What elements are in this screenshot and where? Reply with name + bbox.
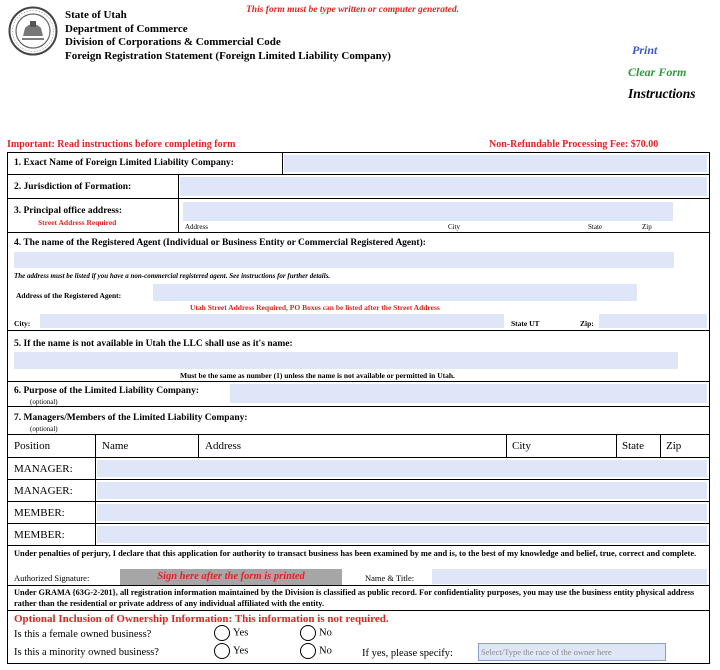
section-2 <box>8 175 709 199</box>
divider <box>95 524 96 545</box>
ownership-section <box>8 611 709 665</box>
divider <box>178 175 179 198</box>
utah-address-required: Utah Street Address Required, PO Boxes can be listed after the Street Address <box>190 303 440 312</box>
processing-fee: Non-Refundable Processing Fee: $70.00 <box>489 139 659 150</box>
female-yes-option[interactable] <box>214 625 248 641</box>
divider <box>95 435 96 457</box>
section-3-label: 3. Principal office address: <box>14 206 123 216</box>
member-1-field[interactable] <box>97 504 707 521</box>
typewritten-notice: This form must be type written or computer generated. <box>246 5 459 15</box>
radio-icon[interactable] <box>214 643 230 659</box>
radio-icon[interactable] <box>214 625 230 641</box>
grama-section <box>8 586 709 611</box>
table-row <box>8 458 709 480</box>
member-2-field[interactable] <box>97 526 707 543</box>
purpose-field[interactable] <box>230 384 707 403</box>
agent-city-field[interactable] <box>40 314 504 328</box>
divider <box>660 435 661 457</box>
alternate-name-field[interactable] <box>14 352 678 369</box>
name-title-label: Name & Title: <box>365 573 415 583</box>
female-no-option[interactable] <box>300 625 332 641</box>
instructions-link[interactable]: Instructions <box>628 86 696 101</box>
divider <box>95 458 96 479</box>
specify-label: If yes, please specify: <box>362 648 453 659</box>
section-1-label: 1. Exact Name of Foreign Limited Liability Company: <box>14 158 234 168</box>
minority-no-option[interactable] <box>300 643 332 659</box>
manager-1-field[interactable] <box>97 460 707 477</box>
agency-header <box>65 9 391 63</box>
row-position: MANAGER: <box>14 485 73 497</box>
state-seal-icon <box>8 6 58 56</box>
agent-address-label: Address of the Registered Agent: <box>16 291 122 300</box>
jurisdiction-field[interactable] <box>180 177 707 196</box>
owner-race-select[interactable]: Select/Type the race of the owner here <box>478 643 666 661</box>
clear-form-button[interactable]: Clear Form <box>628 65 687 79</box>
header-line: State of Utah <box>65 9 127 21</box>
section-7-label: 7. Managers/Members of the Limited Liability Company: <box>14 413 248 423</box>
minority-yes-option[interactable] <box>214 643 248 659</box>
section-5 <box>8 331 709 382</box>
header-line: Department of Commerce <box>65 22 188 35</box>
column-state: State <box>622 440 644 452</box>
column-position: Position <box>14 440 51 452</box>
yes-label: Yes <box>233 627 249 639</box>
divider <box>282 153 283 174</box>
no-label: No <box>319 627 332 639</box>
state-caption: State <box>588 223 602 231</box>
divider <box>198 435 199 457</box>
column-city: City <box>512 440 531 452</box>
address-caption: Address <box>185 223 208 231</box>
row-position: MANAGER: <box>14 463 73 475</box>
agent-zip-field[interactable] <box>599 314 707 328</box>
section-1 <box>8 153 709 175</box>
female-owned-question: Is this a female owned business? <box>14 629 152 640</box>
name-title-field[interactable] <box>432 569 707 584</box>
ownership-heading: Optional Inclusion of Ownership Information: This information is not required. <box>14 613 389 625</box>
divider <box>95 480 96 501</box>
column-address: Address <box>205 440 242 452</box>
section-4 <box>8 233 709 331</box>
no-label: No <box>319 645 332 657</box>
table-row <box>8 480 709 502</box>
agent-address-field[interactable] <box>153 284 637 301</box>
city-caption: City <box>448 223 461 231</box>
minority-owned-question: Is this a minority owned business? <box>14 647 159 658</box>
divider <box>95 502 96 523</box>
manager-2-field[interactable] <box>97 482 707 499</box>
column-zip: Zip <box>666 440 682 452</box>
principal-address-field[interactable] <box>183 202 673 221</box>
optional-caption: (optional) <box>30 398 58 406</box>
form-title: Foreign Registration Statement (Foreign Limited Liability Company) <box>65 49 391 62</box>
registered-agent-name-field[interactable] <box>14 252 674 268</box>
company-name-field[interactable] <box>284 155 707 172</box>
managers-table-header <box>8 435 709 458</box>
section-6-label: 6. Purpose of the Limited Liability Company: <box>14 386 199 396</box>
radio-icon[interactable] <box>300 625 316 641</box>
important-note: Important: Read instructions before completing form <box>7 139 236 150</box>
alternate-name-note: Must be the same as number (1) unless the name is not available or permitted in Utah. <box>180 371 455 380</box>
perjury-statement: Under penalties of perjury, I declare that this application for authority to transact business has been examined by me and is, to the best of my knowledge and belief, true, correct and complete. <box>14 549 697 558</box>
table-row <box>8 502 709 524</box>
agent-state-label: State UT <box>511 319 540 328</box>
section-4-label: 4. The name of the Registered Agent (Individual or Business Entity or Commercial Registered Agent): <box>14 238 426 248</box>
perjury-section <box>8 546 709 586</box>
divider <box>506 435 507 457</box>
section-5-label: 5. If the name is not available in Utah the LLC shall use as it's name: <box>14 339 293 349</box>
grama-statement: Under GRAMA {63G-2-201}, all registration information maintained by the Division is classified as public record. For confidentiality purposes, you may use the business entity physical address rather than the residential or private address of any individual affiliated with the entity. <box>14 588 695 608</box>
zip-caption: Zip <box>642 223 652 231</box>
section-2-label: 2. Jurisdiction of Formation: <box>14 182 132 192</box>
column-name: Name <box>102 440 129 452</box>
header-line: Division of Corporations & Commercial Code <box>65 36 281 49</box>
section-6 <box>8 382 709 407</box>
yes-label: Yes <box>233 645 249 657</box>
signature-box[interactable]: Sign here after the form is printed <box>120 569 342 585</box>
agent-address-note: The address must be listed if you have a non-commercial registered agent. See instructions for further details. <box>14 272 331 280</box>
agent-zip-label: Zip: <box>580 319 594 328</box>
street-address-required: Street Address Required <box>38 218 117 227</box>
table-row <box>8 524 709 546</box>
section-3 <box>8 199 709 233</box>
row-position: MEMBER: <box>14 507 65 519</box>
row-position: MEMBER: <box>14 529 65 541</box>
radio-icon[interactable] <box>300 643 316 659</box>
signature-label: Authorized Signature: <box>14 573 90 583</box>
divider <box>616 435 617 457</box>
section-7 <box>8 407 709 435</box>
agent-city-label: City: <box>14 319 31 328</box>
registration-form <box>7 152 710 664</box>
print-button[interactable]: Print <box>632 43 658 57</box>
divider <box>178 199 179 232</box>
optional-caption: (optional) <box>30 425 58 433</box>
